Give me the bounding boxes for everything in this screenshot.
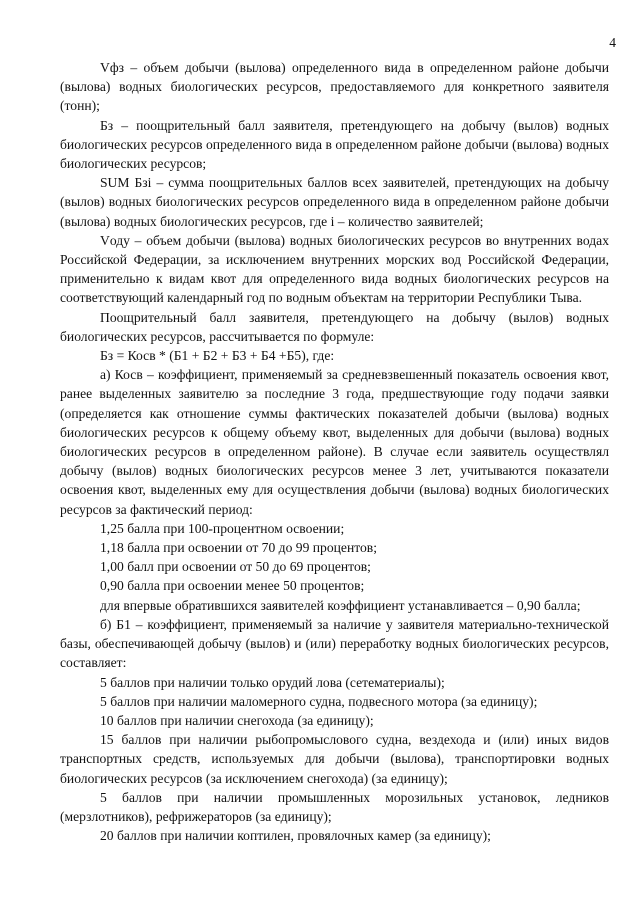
paragraph-kosv-definition: а) Косв – коэффициент, применяемый за средневзвешенный показатель освоения квот, ранее выделенных заявителю за последние 3 года, предшествующие году подачи заявки (определяется как отношение суммы фактических показателей добычи (вылова) водных биологических ресурсов к общему объему квот, выделенных для добычи (вылова) водных биологических ресурсов в определенном районе). В случае если заявитель осуществлял добычу (вылов) водных биологических ресурсов менее 3 лет, учитываются показатели освоения квот, выделенных ему для осуществления добычи (вылова) водных биологических ресурсов за фактический период:: [60, 367, 609, 517]
list-item: 5 баллов при наличии маломерного судна, подвесного мотора (за единицу);: [100, 693, 538, 709]
formula: Бз = Косв * (Б1 + Б2 + Б3 + Б4 +Б5), где:: [100, 348, 335, 364]
list-item: 5 баллов при наличии только орудий лова (сетематериалы);: [100, 674, 445, 690]
list-item: 1,25 балла при 100-процентном освоении;: [100, 520, 345, 536]
list-item: 1,00 балл при освоении от 50 до 69 процентов;: [100, 559, 371, 575]
paragraph-vfz-definition: Vфз – объем добычи (вылова) определенного вида в определенном районе добычи (вылова) водных биологических ресурсов, предоставляемого для конкретного заявителя (тонн);: [60, 60, 609, 114]
list-item: 20 баллов при наличии коптилен, провялочных камер (за единицу);: [100, 828, 491, 844]
list-item: 0,90 балла при освоении менее 50 процентов;: [100, 578, 365, 594]
paragraph-bz-definition: Бз – поощрительный балл заявителя, претендующего на добычу (вылов) водных биологических ресурсов определенного вида в определенном районе добычи (вылова) водных биологических ресурсов;: [60, 117, 609, 172]
list-item: для впервые обратившихся заявителей коэффициент устанавливается – 0,90 балла;: [100, 597, 581, 613]
list-item: 5 баллов при наличии промышленных морозильных установок, ледников (мерзлотников), рефрижераторов (за единицу);: [60, 789, 609, 824]
list-item: 10 баллов при наличии снегохода (за единицу);: [100, 712, 374, 728]
document-body: [60, 58, 609, 845]
list-item: 1,18 балла при освоении от 70 до 99 процентов;: [100, 540, 377, 556]
paragraph-b1-definition: б) Б1 – коэффициент, применяемый за наличие у заявителя материально-технической базы, обеспечивающей добычу (вылов) и (или) переработку водных биологических ресурсов, составляет:: [60, 616, 609, 671]
list-item: 15 баллов при наличии рыбопромыслового судна, вездехода и (или) иных видов транспортных средств, используемых для добычи (вылова), транспортировки водных биологических ресурсов (за исключением снегохода) (за единицу);: [60, 732, 609, 786]
paragraph-vodu-definition: Vоду – объем добычи (вылова) водных биологических ресурсов во внутренних водах Российской Федерации, за исключением внутренних морских вод Российской Федерации, применительно к видам квот для определенного вида водных биологических ресурсов на соответствующий календарный год по водным объектам на территории Республики Тыва.: [60, 232, 609, 306]
page-number: 4: [609, 35, 616, 50]
paragraph-sum-bzi-definition: SUM Бзi – сумма поощрительных баллов всех заявителей, претендующих на добычу (вылов) водных биологических ресурсов определенного вида в определенном районе добычи (вылова) водных биологических ресурсов, где i – количество заявителей;: [60, 175, 609, 229]
paragraph-score-intro: Поощрительный балл заявителя, претендующего на добычу (вылов) водных биологических ресурсов, рассчитывается по формуле:: [60, 309, 609, 344]
